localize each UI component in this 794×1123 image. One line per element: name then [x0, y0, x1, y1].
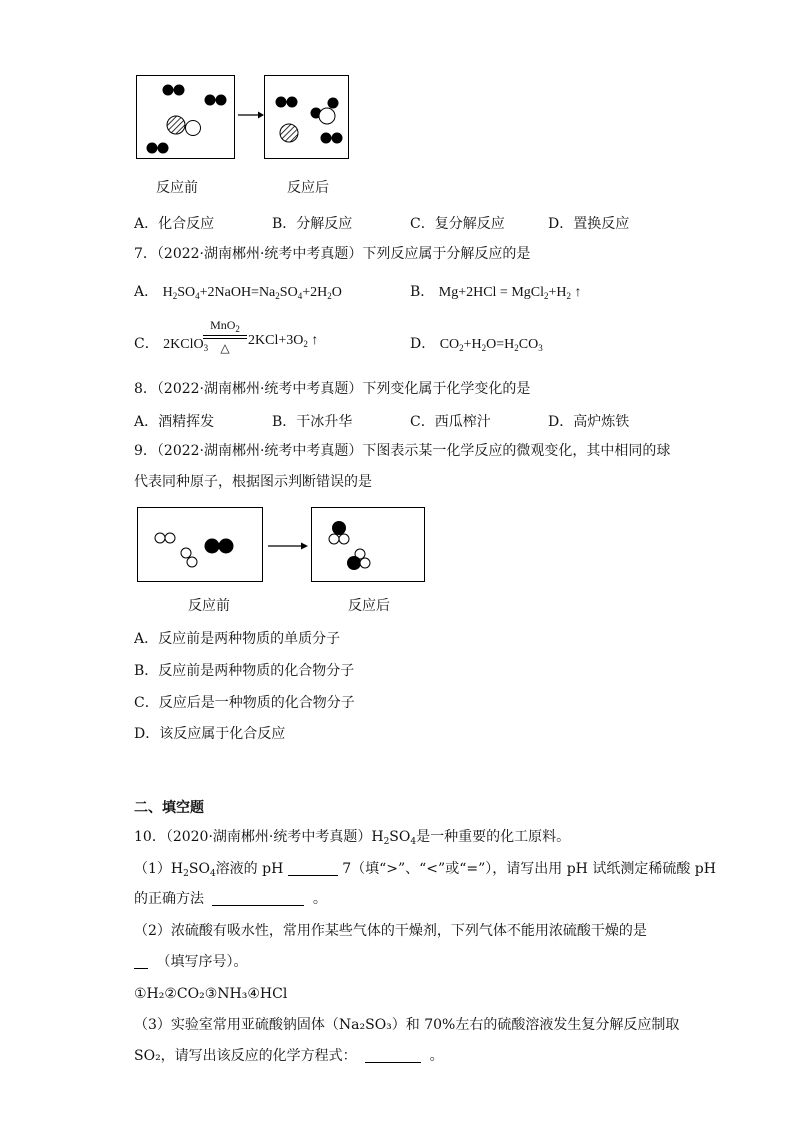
q6-option-b: B．分解反应	[272, 216, 353, 232]
q8-option-b: B．干冰升华	[272, 414, 353, 430]
q6-after-molecules	[265, 76, 350, 160]
black-atom	[321, 133, 332, 144]
q10-part1-line1: $(1)H_2SO_4$溶液的 pH 7（填“>”、“<”或“=”），请写出用 pH 试纸测定稀硫酸 pH	[134, 861, 716, 879]
answer-blank[interactable]	[288, 861, 338, 876]
q6-after-box	[264, 75, 349, 159]
q10-part3-line1: （3）实验室常用亚硫酸钠固体（Na₂SO₃）和 70%左右的硫酸溶液发生复分解反应制取	[134, 1017, 680, 1033]
q7-option-c: C． 2KClO$_3$	[134, 336, 209, 353]
black-atom	[205, 539, 220, 554]
q9-option-c: C．反应后是一种物质的化合物分子	[134, 695, 355, 711]
q9-after-label: 反应后	[348, 598, 390, 614]
q7-option-a: A． $H_2SO_4+2NaOH=Na_2SO_4+2H_2O$	[134, 284, 342, 301]
q10-part2-line2: （填写序号）。	[134, 953, 247, 971]
q8-option-c: C．西瓜榨汁	[410, 414, 491, 430]
q9-option-d: D．该反应属于化合反应	[134, 726, 286, 742]
hatched-atom	[167, 116, 185, 134]
white-atom	[360, 558, 370, 568]
q8-stem: 8．（2022·湖南郴州·统考中考真题）下列变化属于化学变化的是	[134, 381, 531, 397]
q6-arrow	[236, 110, 264, 120]
hatched-atom	[280, 124, 298, 142]
q10-part1-line2: 的正确方法 。	[134, 891, 327, 907]
white-atom	[339, 534, 349, 544]
q6-before-box	[136, 75, 235, 159]
q10-part2-choices: ①H₂②CO₂③NH₃④HCl	[134, 986, 288, 1002]
black-atom	[332, 521, 346, 535]
black-atom	[287, 97, 298, 108]
q9-stem-line1: 9．（2022·湖南郴州·统考中考真题）下图表示某一化学反应的微观变化，其中相同的球	[134, 443, 671, 459]
q9-arrow	[266, 541, 308, 551]
answer-blank[interactable]	[134, 954, 148, 969]
q8-option-d: D．高炉炼铁	[548, 414, 630, 430]
heat-symbol: △	[220, 341, 230, 355]
q9-before-molecules	[138, 508, 264, 583]
q7-option-c-products: $2KCl+3O_2$ ↑	[248, 333, 319, 349]
q7-option-d: D． $CO_2+H_2O=H_2CO_3$	[410, 336, 543, 353]
section-title: 二、填空题	[134, 800, 204, 816]
black-atom	[219, 539, 234, 554]
q6-after-label: 反应后	[287, 180, 329, 196]
black-atom	[205, 95, 216, 106]
q6-before-label: 反应前	[156, 180, 198, 196]
white-atom	[187, 557, 197, 567]
answer-blank[interactable]	[212, 891, 304, 906]
black-atom	[163, 85, 174, 96]
black-atom	[347, 556, 361, 570]
catalyst-label: MnO$_2$	[210, 318, 240, 334]
black-atom	[276, 97, 287, 108]
black-atom	[174, 85, 185, 96]
q9-stem-line2: 代表同种原子，根据图示判断错误的是	[134, 474, 372, 490]
q6-option-d: D．置换反应	[548, 216, 630, 232]
double-line	[203, 335, 247, 339]
q10-part3-line2: SO₂，请写出该反应的化学方程式： 。	[134, 1048, 444, 1064]
white-atom	[319, 108, 335, 124]
black-atom	[147, 143, 158, 154]
white-atom	[181, 548, 191, 558]
black-atom	[216, 95, 227, 106]
black-atom	[328, 98, 339, 109]
q9-after-molecules	[312, 508, 426, 583]
black-atom	[158, 143, 169, 154]
white-atom	[329, 534, 339, 544]
white-atom	[186, 121, 201, 136]
answer-blank[interactable]	[365, 1048, 421, 1063]
q6-option-a: A．化合反应	[134, 216, 215, 232]
black-atom	[332, 133, 343, 144]
q9-option-b: B．反应前是两种物质的化合物分子	[134, 663, 355, 679]
q9-option-a: A．反应前是两种物质的单质分子	[134, 631, 341, 647]
q6-option-c: C．复分解反应	[410, 216, 505, 232]
q10-part2-line1: （2）浓硫酸有吸水性，常用作某些气体的干燥剂，下列气体不能用浓硫酸干燥的是	[134, 923, 647, 939]
q10-stem: 10．（2020·湖南郴州·统考中考真题）$H_2SO_4$是一种重要的化工原料。	[134, 829, 571, 847]
white-atom	[165, 533, 175, 543]
q7-reaction-condition	[203, 318, 247, 356]
q9-before-box	[137, 507, 263, 582]
white-atom	[155, 533, 165, 543]
q7-stem: 7．（2022·湖南郴州·统考中考真题）下列反应属于分解反应的是	[134, 246, 531, 262]
q9-before-label: 反应前	[188, 598, 230, 614]
q8-option-a: A．酒精挥发	[134, 414, 215, 430]
q6-before-molecules	[137, 76, 236, 160]
q7-option-b: B． $Mg+2HCl = MgCl_2+H_2$ ↑	[410, 284, 582, 301]
q9-after-box	[311, 507, 425, 582]
